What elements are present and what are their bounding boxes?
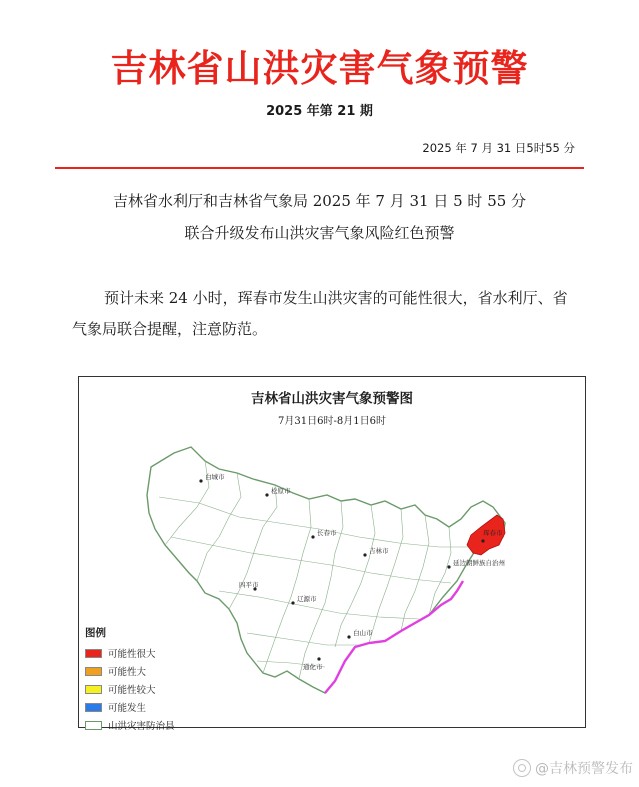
city-dot-jilin — [363, 553, 366, 556]
city-label-hunchun: 珲春市 — [483, 529, 503, 537]
city-label-siping: 四平市 — [239, 581, 259, 589]
watermark-text: @吉林预警发布 — [535, 761, 633, 777]
map-subtitle: 7月31日6时-8月1日6时 — [278, 416, 386, 427]
legend-row-possible — [85, 698, 175, 716]
city-label-baicheng: 白城市 — [205, 473, 225, 481]
map-title: 吉林省山洪灾害气象预警图 — [251, 391, 413, 407]
legend-label: 可能性较大 — [108, 685, 156, 696]
city-dot-hunchun — [481, 539, 484, 542]
legend-swatch-red — [85, 649, 102, 658]
city-dot-songyuan — [265, 493, 268, 496]
city-dot-baishan — [347, 635, 350, 638]
legend-row-moderate — [85, 680, 175, 698]
legend-swatch-orange — [85, 667, 102, 676]
city-dot-yanbian — [447, 565, 450, 568]
city-dot-liaoyuan — [291, 601, 294, 604]
legend-title: 图例 — [85, 627, 106, 639]
city-label-songyuan: 松原市 — [271, 487, 291, 495]
city-label-liaoyuan: 辽源市 — [297, 595, 317, 603]
city-dot-baicheng — [199, 479, 202, 482]
legend-row-high — [85, 662, 175, 680]
document-title: 吉林省山洪灾害气象预警 — [110, 47, 529, 90]
body-paragraph: 预计未来 24 小时，珲春市发生山洪灾害的可能性很大，省水利厅、省气象局联合提醒，注意防范。 — [72, 289, 568, 338]
heading-line-2: 联合升级发布山洪灾害气象风险红色预警 — [184, 224, 455, 242]
legend-row-very-high — [85, 644, 175, 662]
legend-label: 山洪灾害防治县 — [108, 721, 175, 732]
legend-label: 可能性很大 — [108, 649, 156, 660]
legend-swatch-blue — [85, 703, 102, 712]
legend-swatch-white — [85, 721, 102, 730]
warning-map — [78, 376, 586, 732]
heading-line-1: 吉林省水利厅和吉林省气象局 2025 年 7 月 31 日 5 时 55 分 — [112, 192, 527, 210]
weibo-watermark — [513, 758, 633, 778]
map-legend — [85, 625, 175, 734]
city-label-baishan: 白山市 — [353, 629, 373, 637]
red-divider — [55, 167, 584, 169]
issue-number: 2025 年第 21 期 — [266, 104, 373, 119]
city-label-yanbian: 延边朝鲜族自治州 — [453, 559, 505, 567]
weibo-icon — [513, 759, 531, 777]
legend-swatch-yellow — [85, 685, 102, 694]
legend-label: 可能性大 — [108, 667, 147, 678]
city-label-tonghua: 通化市 — [303, 663, 323, 671]
city-label-changchun: 长春市 — [317, 529, 337, 537]
legend-label: 可能发生 — [108, 703, 147, 714]
city-dot-tonghua — [317, 657, 320, 660]
legend-row-county — [85, 716, 175, 734]
issue-date: 2025 年 7 月 31 日5时55 分 — [422, 141, 575, 155]
city-dot-changchun — [311, 535, 314, 538]
city-label-jilin: 吉林市 — [369, 547, 389, 555]
